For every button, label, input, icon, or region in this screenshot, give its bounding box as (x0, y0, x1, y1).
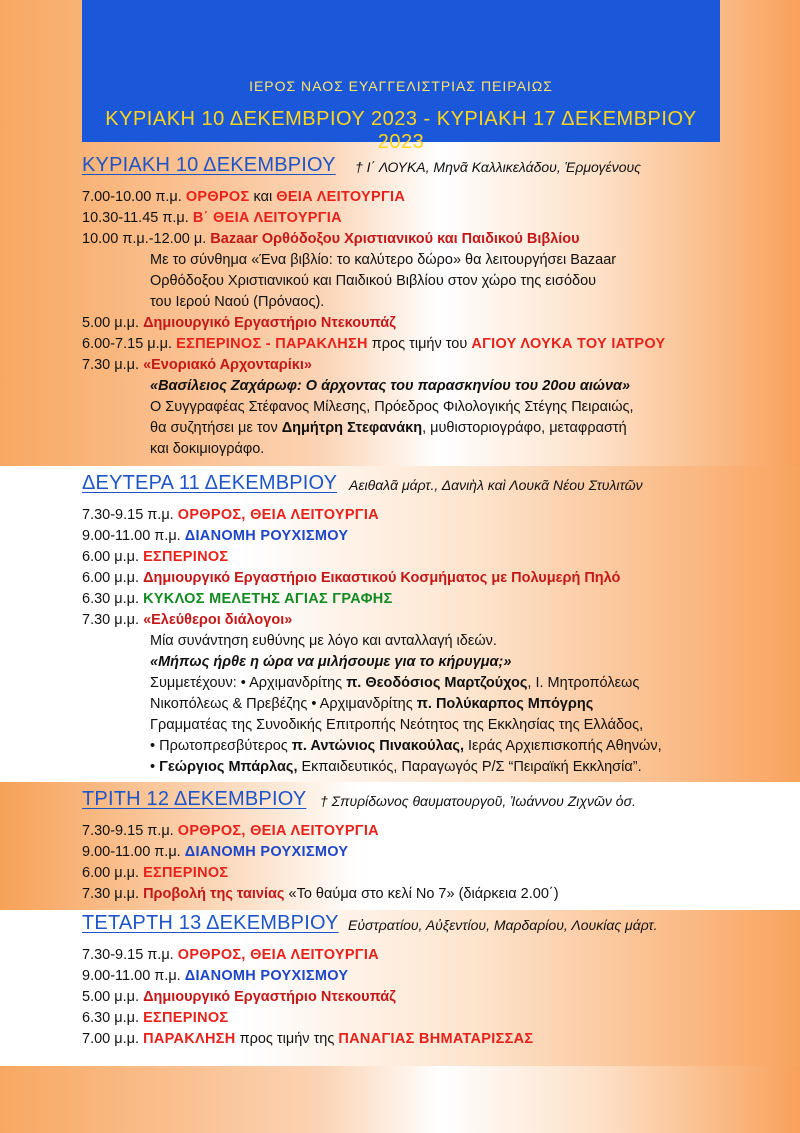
schedule-line: 7.30 μ.μ. «Ενοριακό Αρχονταρίκι» (82, 357, 312, 373)
description-line: και δοκιμιογράφο. (150, 441, 265, 457)
schedule-line: 7.00 μ.μ. ΠΑΡΑΚΛΗΣΗ προς τιμήν της ΠΑΝΑΓΙΑΣ ΒΗΜΑΤΑΡΙΣΣΑΣ (82, 1031, 534, 1047)
schedule-line: 7.30-9.15 π.μ. ΟΡΘΡΟΣ, ΘΕΙΑ ΛΕΙΤΟΥΡΓΙΑ (82, 507, 379, 523)
schedule-line: 6.00 μ.μ. ΕΣΠΕΡΙΝΟΣ (82, 865, 229, 881)
description-line: Ο Συγγραφέας Στέφανος Μίλεσης, Πρόεδρος Φιλολογικής Στέγης Πειραιώς, (150, 399, 634, 415)
schedule-line: 6.30 μ.μ. ΚΥΚΛΟΣ ΜΕΛΕΤΗΣ ΑΓΙΑΣ ΓΡΑΦΗΣ (82, 591, 393, 607)
description-line: Μία συνάντηση ευθύνης με λόγο και ανταλλαγή ιδεών. (150, 633, 497, 649)
schedule-line: 6.30 μ.μ. ΕΣΠΕΡΙΝΟΣ (82, 1010, 229, 1026)
week-period: ΚΥΡΙΑΚΗ 10 ΔΕΚΕΜΒΡΙΟΥ 2023 - ΚΥΡΙΑΚΗ 17 ΔΕΚΕΜΒΡΙΟΥ 2023 (105, 108, 697, 153)
schedule-line: 7.00-10.00 π.μ. ΟΡΘΡΟΣ και ΘΕΙΑ ΛΕΙΤΟΥΡΓΙΑ (82, 189, 406, 205)
section-wednesday (82, 912, 722, 1050)
description-line: Με το σύνθημα «Ένα βιβλίο: το καλύτερο δώρο» θα λειτουργήσει Bazaar (150, 252, 617, 268)
schedule-line: 7.30-9.15 π.μ. ΟΡΘΡΟΣ, ΘΕΙΑ ΛΕΙΤΟΥΡΓΙΑ (82, 947, 379, 963)
saints-of-day: † Σπυρίδωνος θαυματουργοῦ, Ἰωάννου Ζιχνῶν ὁσ. (320, 793, 636, 809)
day-heading: ΤΕΤΑΡΤΗ 13 ΔΕΚΕΜΒΡΙΟΥ (82, 912, 339, 934)
description-line: • Πρωτοπρεσβύτερος π. Αντώνιος Πινακούλας, Ιεράς Αρχιεπισκοπής Αθηνών, (150, 738, 662, 754)
schedule-line: 10.30-11.45 π.μ. Β΄ ΘΕΙΑ ΛΕΙΤΟΥΡΓΙΑ (82, 210, 342, 226)
church-title: ΙΕΡΟΣ ΝΑΟΣ ΕΥΑΓΓΕΛΙΣΤΡΙΑΣ ΠΕΙΡΑΙΩΣ (249, 78, 553, 94)
schedule-line: 9.00-11.00 π.μ. ΔΙΑΝΟΜΗ ΡΟΥΧΙΣΜΟΥ (82, 844, 349, 860)
section-sunday (82, 154, 722, 460)
description-line: Γραμματέας της Συνοδικής Επιτροπής Νεότητος της Εκκλησίας της Ελλάδος, (150, 717, 644, 733)
schedule-line: 6.00 μ.μ. ΕΣΠΕΡΙΝΟΣ (82, 549, 229, 565)
section-monday (82, 472, 722, 778)
schedule-line: 6.00-7.15 μ.μ. ΕΣΠΕΡΙΝΟΣ - ΠΑΡΑΚΛΗΣΗ προς τιμήν του ΑΓΙΟΥ ΛΟΥΚΑ ΤΟΥ ΙΑΤΡΟΥ (82, 336, 666, 352)
schedule-line: 9.00-11.00 π.μ. ΔΙΑΝΟΜΗ ΡΟΥΧΙΣΜΟΥ (82, 968, 349, 984)
event-title: «Μήπως ήρθε η ώρα να μιλήσουμε για το κήρυγμα;» (150, 654, 512, 670)
saints-of-day: † Ι΄ ΛΟΥΚΑ, Μηνᾶ Καλλικελάδου, Ἑρμογένους (355, 159, 641, 175)
schedule-line: 9.00-11.00 π.μ. ΔΙΑΝΟΜΗ ΡΟΥΧΙΣΜΟΥ (82, 528, 349, 544)
day-heading: ΔΕΥΤΕΡΑ 11 ΔΕΚΕΜΒΡΙΟΥ (82, 472, 338, 494)
description-line: του Ιερού Ναού (Πρόναος). (150, 294, 325, 310)
day-heading: ΚΥΡΙΑΚΗ 10 ΔΕΚΕΜΒΡΙΟΥ (82, 154, 336, 176)
schedule-line: 7.30 μ.μ. Προβολή της ταινίας «Το θαύμα στο κελί Νο 7» (διάρκεια 2.00΄) (82, 886, 559, 902)
section-tuesday (82, 788, 722, 905)
saints-of-day: Αειθαλᾶ μάρτ., Δανιὴλ καὶ Λουκᾶ Νέου Στυλιτῶν (349, 477, 643, 493)
schedule-line: 7.30-9.15 π.μ. ΟΡΘΡΟΣ, ΘΕΙΑ ΛΕΙΤΟΥΡΓΙΑ (82, 823, 379, 839)
saints-of-day: Εὐστρατίου, Αὐξεντίου, Μαρδαρίου, Λουκίας μάρτ. (348, 917, 658, 933)
event-title: «Βασίλειος Ζαχάρωφ: Ο άρχοντας του παρασκηνίου του 20ου αιώνα» (150, 378, 631, 394)
schedule-line: 7.30 μ.μ. «Ελεύθεροι διάλογοι» (82, 612, 293, 628)
schedule-line: 6.00 μ.μ. Δημιουργικό Εργαστήριο Εικαστικού Κοσμήματος με Πολυμερή Πηλό (82, 570, 621, 586)
header-banner (82, 0, 720, 153)
description-line: Νικοπόλεως & Πρεβέζης • Αρχιμανδρίτης π. Πολύκαρπος Μπόγρης (150, 696, 594, 712)
schedule-line: 10.00 π.μ.-12.00 μ. Bazaar Ορθόδοξου Χριστιανικού και Παιδικού Βιβλίου (82, 231, 580, 247)
description-line: Ορθόδοξου Χριστιανικού και Παιδικού Βιβλίου στον χώρο της εισόδου (150, 273, 597, 289)
description-line: • Γεώργιος Μπάρλας, Εκπαιδευτικός, Παραγωγός Ρ/Σ “Πειραϊκή Εκκλησία”. (150, 759, 642, 775)
day-heading: ΤΡΙΤΗ 12 ΔΕΚΕΜΒΡΙΟΥ (82, 788, 307, 810)
description-line: θα συζητήσει με τον Δημήτρη Στεφανάκη, μυθιστοριογράφο, μεταφραστή (150, 420, 627, 436)
description-line: Συμμετέχουν: • Αρχιμανδρίτης π. Θεοδόσιος Μαρτζούχος, Ι. Μητροπόλεως (150, 675, 640, 691)
schedule-line: 5.00 μ.μ. Δημιουργικό Εργαστήριο Ντεκουπάζ (82, 989, 396, 1005)
schedule-line: 5.00 μ.μ. Δημιουργικό Εργαστήριο Ντεκουπάζ (82, 315, 396, 331)
